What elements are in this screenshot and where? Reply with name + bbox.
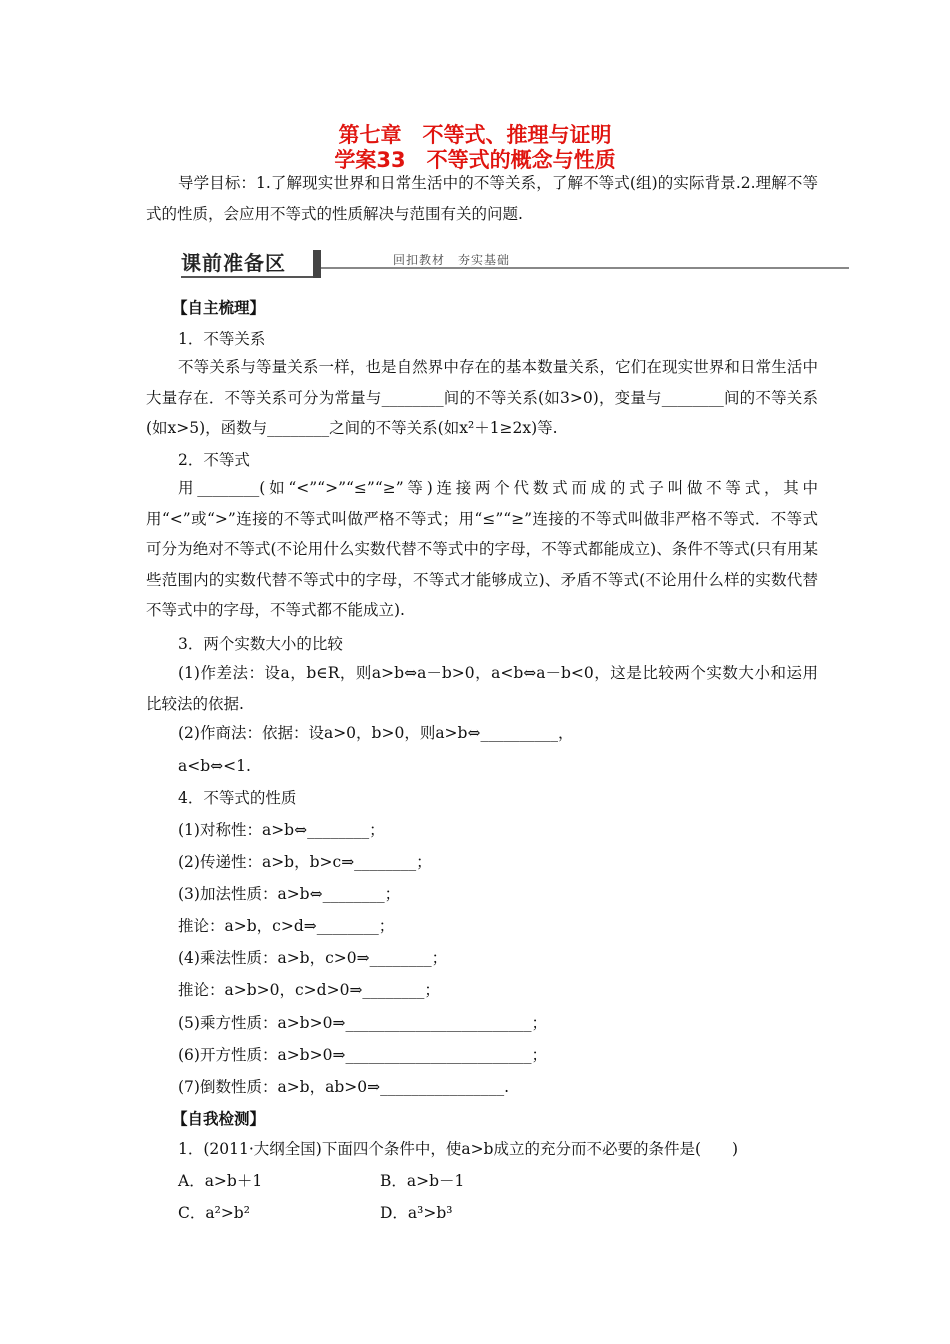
option-a: A．a>b＋1 bbox=[178, 1172, 263, 1190]
property-symmetry: (1)对称性：a>b⇔________； bbox=[178, 821, 385, 839]
chapter-title: 第七章 不等式、推理与证明 bbox=[338, 123, 612, 147]
section-1-title: 1．不等关系 bbox=[178, 330, 266, 348]
property-addition: (3)加法性质：a>b⇔________； bbox=[178, 885, 401, 903]
section-3-difference-method: (1)作差法：设a，b∈R，则a>b⇔a－b>0，a<b⇔a－b<0，这是比较两个实数大小和运用比较法的依据. bbox=[146, 664, 818, 713]
banner-rule bbox=[321, 267, 849, 269]
banner-title: 课前准备区 bbox=[181, 250, 313, 278]
section-banner bbox=[181, 248, 849, 282]
question-1: 1．(2011·大纲全国)下面四个条件中，使a>b成立的充分而不必要的条件是( ) bbox=[178, 1140, 739, 1158]
lesson-title: 学案33 不等式的概念与性质 bbox=[334, 148, 616, 172]
section-2-body: 用________(如“<”“>”“≤”“≥”等)连接两个代数式而成的式子叫做不等式，其中用“<”或“>”连接的不等式叫做严格不等式；用“≤”“≥”连接的不等式叫做非严格不等式．不等式可分为绝对不等式(不论用什么实数代替不等式中的字母，不等式都能成立)、条件不等式(只有用某些范围内的实数代替不等式中的字母，不等式才能够成立)、矛盾不等式(不论用什么样的实数代替不等式中的字母，不等式都不能成立). bbox=[146, 479, 818, 619]
section-3-title: 3．两个实数大小的比较 bbox=[178, 635, 343, 653]
property-multiplication: (4)乘法性质：a>b，c>0⇒________； bbox=[178, 949, 448, 967]
section-3-quotient-method: (2)作商法：依据：设a>0，b>0，则a>b⇔__________， bbox=[178, 724, 574, 742]
option-b: B．a>b－1 bbox=[380, 1172, 465, 1190]
property-root: (6)开方性质：a>b>0⇒________________________； bbox=[178, 1046, 547, 1064]
banner-divider bbox=[313, 250, 321, 278]
property-transitivity: (2)传递性：a>b，b>c⇒________； bbox=[178, 853, 432, 871]
property-power: (5)乘方性质：a>b>0⇒________________________； bbox=[178, 1014, 547, 1032]
section-3-quotient-continued: a<b⇔<1. bbox=[178, 757, 251, 775]
section-4-title: 4．不等式的性质 bbox=[178, 789, 297, 807]
self-test-heading: 【自我检测】 bbox=[172, 1109, 266, 1128]
learning-objective: 导学目标：1.了解现实世界和日常生活中的不等关系，了解不等式(组)的实际背景.2.理解不等式的性质，会应用不等式的性质解决与范围有关的问题. bbox=[146, 174, 818, 223]
self-review-heading: 【自主梳理】 bbox=[172, 298, 266, 317]
option-c: C．a²>b² bbox=[178, 1204, 250, 1222]
property-reciprocal: (7)倒数性质：a>b，ab>0⇒________________. bbox=[178, 1078, 510, 1096]
section-2-title: 2．不等式 bbox=[178, 451, 250, 469]
banner-subtitle: 回扣教材 夯实基础 bbox=[393, 253, 511, 267]
section-1-body: 不等关系与等量关系一样，也是自然界中存在的基本数量关系，它们在现实世界和日常生活中大量存在．不等关系可分为常量与________间的不等关系(如3>0)，变量与________间的不等关系(如x>5)，函数与________之间的不等关系(如x²＋1≥2x)等. bbox=[146, 358, 818, 437]
property-addition-corollary: 推论：a>b，c>d⇒________； bbox=[178, 917, 395, 935]
property-multiplication-corollary: 推论：a>b>0，c>d>0⇒________； bbox=[178, 981, 440, 999]
option-d: D．a³>b³ bbox=[380, 1204, 453, 1222]
